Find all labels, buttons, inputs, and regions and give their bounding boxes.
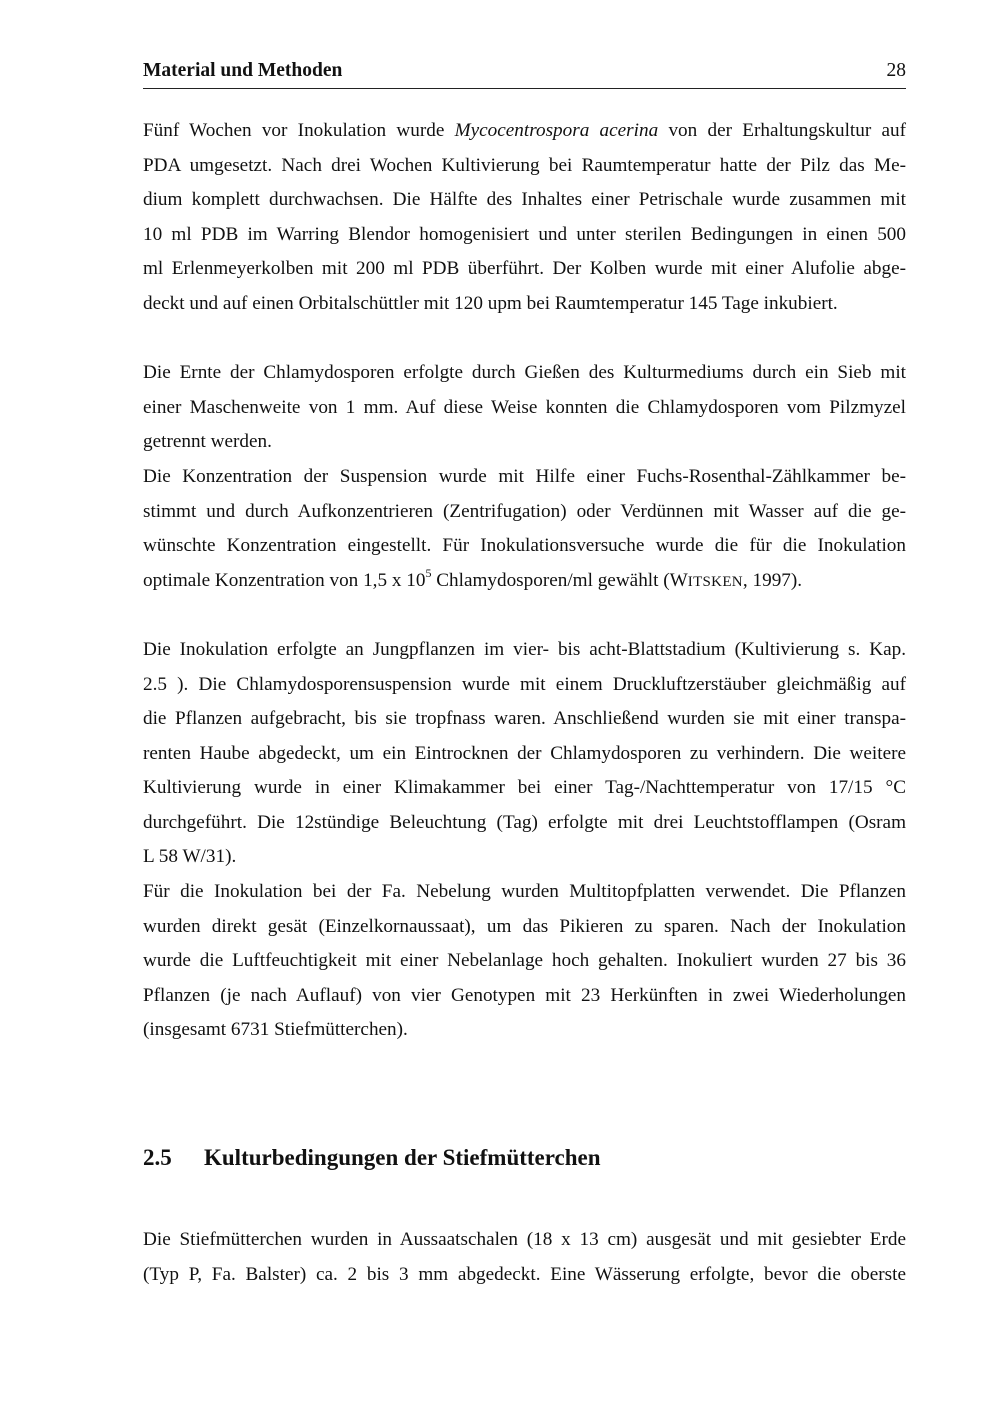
- text-line: Für die Inokulation bei der Fa. Nebelung wurden Multitopfplatten verwendet. Die Pflanzen: [143, 881, 906, 903]
- page-header: [143, 58, 906, 89]
- body-text: [143, 114, 906, 1048]
- text-line: Fünf Wochen vor Inokulation wurde Mycocentrospora acerina von der Erhaltungskultur auf: [143, 120, 907, 141]
- page-number: 28: [886, 60, 906, 81]
- text-line: durchgeführt. Die 12stündige Beleuchtung (Tag) erfolgte mit drei Leuchtstofflampen (Osram: [143, 811, 906, 833]
- section-heading: [143, 1145, 906, 1171]
- text-line: Die Stiefmütterchen wurden in Aussaatschalen (18 x 13 cm) ausgesät und mit gesiebter Erde: [143, 1229, 906, 1250]
- text-line: PDA umgesetzt. Nach drei Wochen Kultivierung bei Raumtemperatur hatte der Pilz das Me-: [143, 154, 906, 176]
- paragraph-inoculum-preparation: [143, 114, 906, 322]
- text-line: wurden direkt gesät (Einzelkornaussaat), um das Pikieren zu sparen. Nach der Inokulation: [143, 915, 906, 937]
- exponent: 5: [425, 566, 432, 581]
- text-line: 10 ml PDB im Warring Blendor homogenisiert und unter sterilen Bedingungen in einen 500: [143, 223, 906, 245]
- text-line: (insgesamt 6731 Stiefmütterchen).: [143, 1019, 408, 1041]
- section-number: 2.5: [143, 1145, 172, 1170]
- paragraph-inoculation: [143, 633, 906, 875]
- text-line: die Pflanzen aufgebracht, bis sie tropfnass waren. Anschließend wurden sie mit einer transpa-: [143, 708, 906, 730]
- text-line: renten Haube abgedeckt, um ein Eintrocknen der Chlamydosporen zu verhindern. Die weitere: [143, 742, 906, 764]
- text-line: 2.5 ). Die Chlamydosporensuspension wurde mit einem Druckluftzerstäuber gleichmäßig auf: [143, 673, 906, 695]
- section-title: Kulturbedingungen der Stiefmütterchen: [204, 1145, 601, 1170]
- citation-author: WITSKEN: [669, 569, 743, 591]
- chapter-title: Material und Methoden: [143, 60, 343, 81]
- paragraph-cultivation: [143, 1223, 906, 1292]
- text-line: getrennt werden.: [143, 431, 272, 453]
- text-line: deckt und auf einen Orbitalschüttler mit 120 upm bei Raumtemperatur 145 Tage inkubiert.: [143, 292, 838, 314]
- text-line: Pflanzen (je nach Auflauf) von vier Genotypen mit 23 Herkünften in zwei Wiederholungen: [143, 984, 906, 1006]
- text-line: ml Erlenmeyerkolben mit 200 ml PDB überführt. Der Kolben wurde mit einer Alufolie abge-: [143, 258, 906, 280]
- paragraph-concentration: [143, 460, 906, 598]
- paragraph-harvest: [143, 356, 906, 460]
- text-line: wurde die Luftfeuchtigkeit mit einer Nebelanlage hoch gehalten. Inokuliert wurden 27 bis 36: [143, 950, 906, 972]
- text-line: Die Konzentration der Suspension wurde mit Hilfe einer Fuchs-Rosenthal-Zählkammer be-: [143, 465, 906, 487]
- text-line: Kultivierung wurde in einer Klimakammer bei einer Tag-/Nachttemperatur von 17/15 °C: [143, 777, 906, 799]
- text-line: Die Inokulation erfolgte an Jungpflanzen im vier- bis acht-Blattstadium (Kultivierung s. Kap.: [143, 638, 906, 660]
- text-line: (Typ P, Fa. Balster) ca. 2 bis 3 mm abgedeckt. Eine Wässerung erfolgte, bevor die oberste: [143, 1263, 906, 1285]
- text-line: einer Maschenweite von 1 mm. Auf diese Weise konnten die Chlamydosporen vom Pilzmyzel: [143, 396, 906, 418]
- paragraph-nebelung: [143, 875, 906, 1048]
- text-line: wünschte Konzentration eingestellt. Für Inokulationsversuche wurde die für die Inokulation: [143, 535, 906, 557]
- text-line: optimale Konzentration von 1,5 x $10^5$ Chlamydosporen/ml gewählt (WITSKEN, 1997).: [143, 566, 803, 591]
- text-line: Die Ernte der Chlamydosporen erfolgte durch Gießen des Kulturmediums durch ein Sieb mit: [143, 362, 906, 384]
- species-name: Mycocentrospora acerina: [454, 120, 659, 141]
- text-line: L 58 W/31).: [143, 846, 237, 868]
- text-line: dium komplett durchwachsen. Die Hälfte des Inhaltes einer Petrischale wurde zusammen mit: [143, 189, 906, 211]
- text-line: stimmt und durch Aufkonzentrieren (Zentrifugation) oder Verdünnen mit Wasser auf die ge-: [143, 500, 906, 522]
